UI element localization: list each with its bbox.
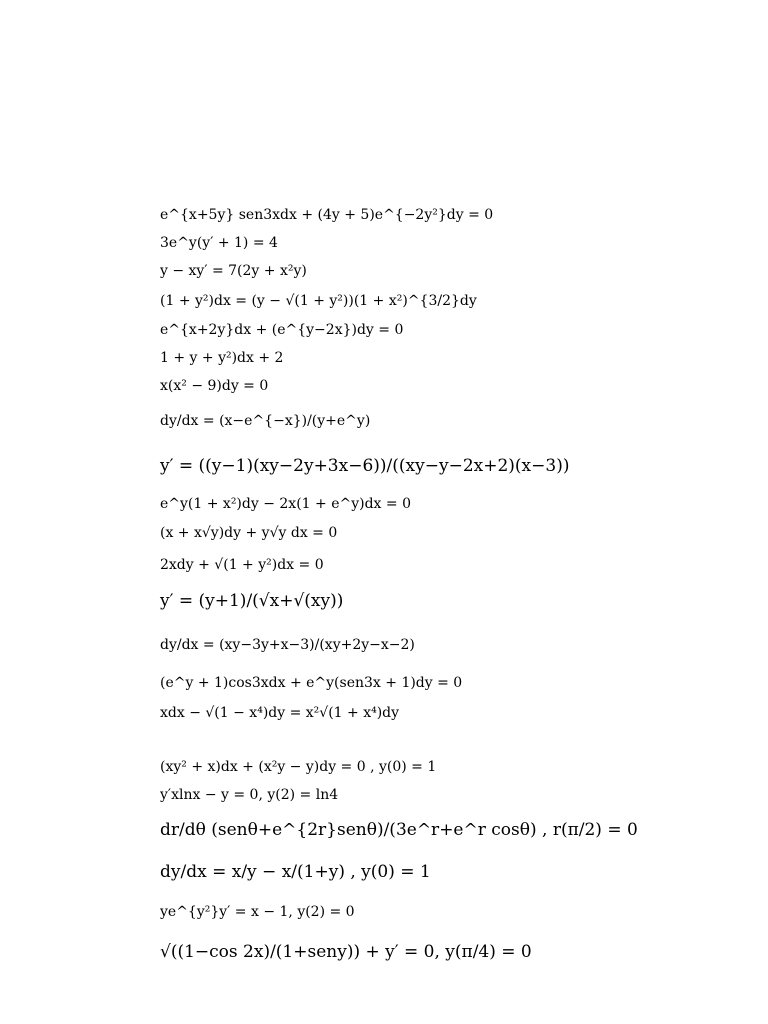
equation-3: y − xy′ = 7(2y + x²y) <box>160 263 307 279</box>
equation-8: dy/dx = (x−e^{−x})/(y+e^y) <box>160 413 371 429</box>
equation-10: e^y(1 + x²)dy − 2x(1 + e^y)dx = 0 <box>160 496 411 512</box>
equation-7: x(x² − 9)dy = 0 <box>160 378 269 394</box>
equation-14: dy/dx = (xy−3y+x−3)/(xy+2y−x−2) <box>160 637 415 653</box>
equation-18: y′xlnx − y = 0, y(2) = ln4 <box>160 787 339 803</box>
equation-17: (xy² + x)dx + (x²y − y)dy = 0 , y(0) = 1 <box>160 759 437 775</box>
equation-6: 1 + y + y²)dx + 2 <box>160 350 284 366</box>
equation-12: 2xdy + √(1 + y²)dx = 0 <box>160 557 324 573</box>
equation-2: 3e^y(y′ + 1) = 4 <box>160 235 278 251</box>
equation-5: e^{x+2y}dx + (e^{y−2x})dy = 0 <box>160 322 404 338</box>
equation-19: dr/dθ (senθ+e^{2r}senθ)/(3e^r+e^r cosθ) , r(π/2) = 0 <box>160 820 638 840</box>
equation-15: (e^y + 1)cos3xdx + e^y(sen3x + 1)dy = 0 <box>160 675 463 691</box>
equation-21: ye^{y²}y′ = x − 1, y(2) = 0 <box>160 904 355 920</box>
equation-20: dy/dx = x/y − x/(1+y) , y(0) = 1 <box>160 862 431 882</box>
equation-9: y′ = ((y−1)(xy−2y+3x−6))/((xy−y−2x+2)(x−3)) <box>160 456 570 476</box>
equation-13: y′ = (y+1)/(√x+√(xy)) <box>160 591 344 611</box>
equation-1: e^{x+5y} sen3xdx + (4y + 5)e^{−2y²}dy = 0 <box>160 207 494 223</box>
equation-11: (x + x√y)dy + y√y dx = 0 <box>160 525 338 541</box>
equation-16: xdx − √(1 − x⁴)dy = x²√(1 + x⁴)dy <box>160 705 400 721</box>
equation-4: (1 + y²)dx = (y − √(1 + y²))(1 + x²)^{3/2}dy <box>160 293 477 309</box>
equation-22: √((1−cos 2x)/(1+seny)) + y′ = 0, y(π/4) = 0 <box>160 942 532 962</box>
